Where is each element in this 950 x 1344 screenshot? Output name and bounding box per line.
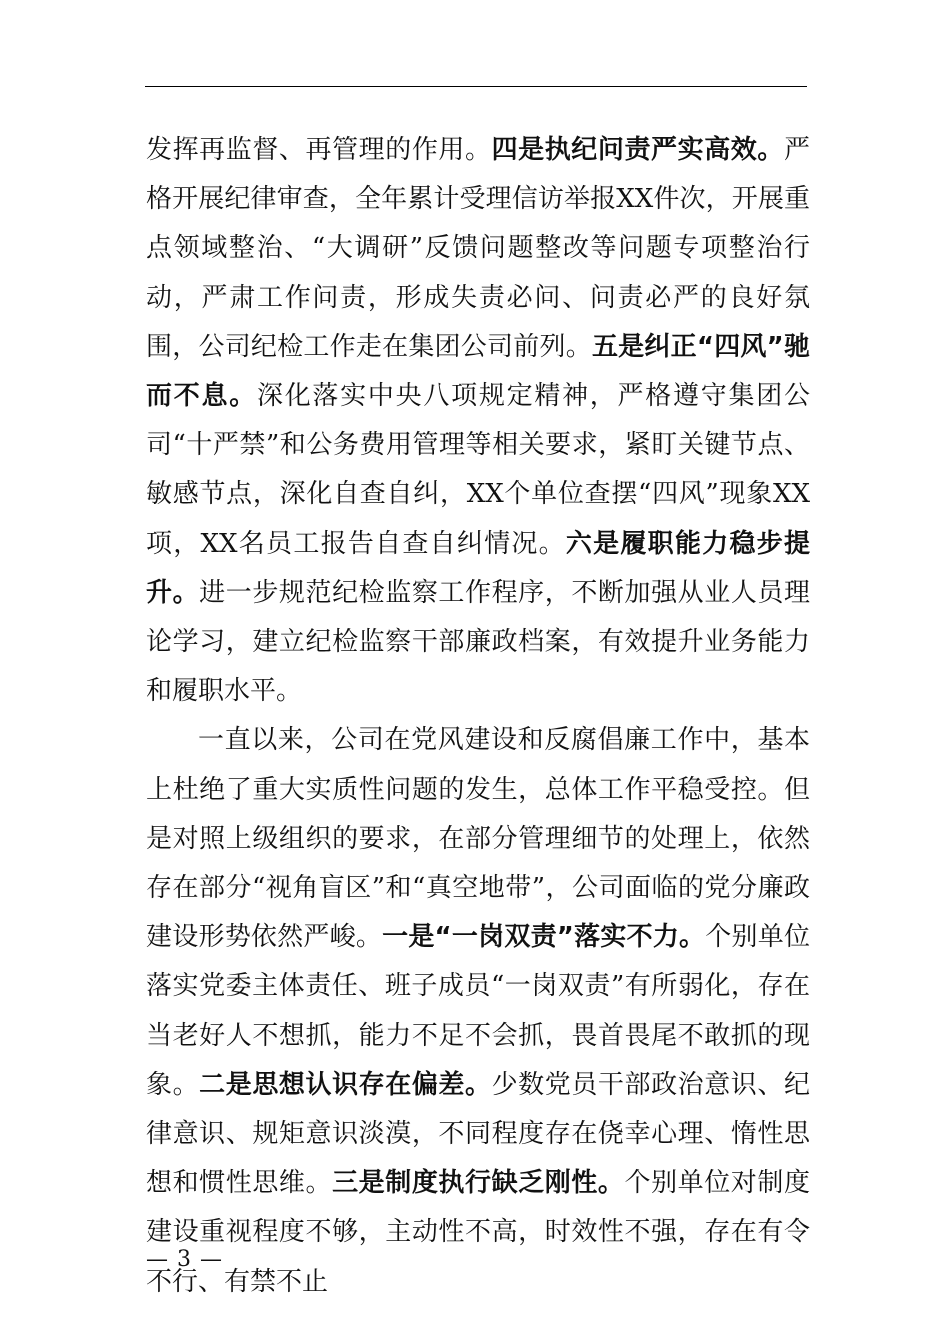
heading-point-three: 三是制度执行缺乏刚性。 [332, 1168, 625, 1199]
header-rule [145, 86, 807, 87]
text-segment: 进一步规范纪检监察工作程序，不断加强从业人员理论学习，建立纪检监察干部廉政档案，有效提升业务能力和履职水平。 [146, 577, 810, 707]
text-segment: 少数党员干部政治意识、纪律意识、规矩意识淡漠，不同程度存在侥幸心理、惰性思想和惯性思维。 [146, 1069, 810, 1199]
heading-point-six: 六是履职能力稳步提升。 [146, 528, 810, 608]
paragraph-1 [146, 126, 810, 716]
page-number: — 3 — [146, 1247, 223, 1272]
text-segment: 深化落实中央八项规定精神，严格遵守集团公司“十严禁”和公务费用管理等相关要求，紧盯关键节点、敏感节点，深化自查自纠，XX个单位查摆“四风”现象XX项，XX名员工报告自查自纠情况。 [146, 381, 810, 559]
heading-point-two: 二是思想认识存在偏差。 [199, 1069, 492, 1100]
heading-point-four: 四是执纪问责严实高效。 [491, 135, 784, 165]
heading-point-five: 五是纠正“四风”驰而不息。 [146, 331, 810, 412]
heading-point-one: 一是“一岗双责”落实不力。 [382, 922, 706, 953]
text-segment: 个别单位对制度建设重视程度不够，主动性不高，时效性不强，存在有令不行、有禁不止 [146, 1168, 810, 1297]
text-segment: 个别单位落实党委主体责任、班子成员“一岗双责”有所弱化，存在当老好人不想抓，能力不足不会抓，畏首畏尾不敢抓的现象。 [146, 922, 810, 1100]
paragraph-2 [146, 716, 810, 1306]
text-segment: 严格开展纪律审查，全年累计受理信访举报XX件次，开展重点领域整治、“大调研”反馈问题整改等问题专项整治行动，严肃工作问责，形成失责必问、问责必严的良好氛围，公司纪检工作走在集团公司前列。 [146, 135, 810, 362]
text-segment: 发挥再监督、再管理的作用。 [146, 135, 492, 165]
text-segment: 一直以来，公司在党风建设和反腐倡廉工作中，基本上杜绝了重大实质性问题的发生，总体工作平稳受控。但是对照上级组织的要求，在部分管理细节的处理上，依然存在部分“视角盲区”和“真空地带”，公司面临的党分廉政建设形势依然严峻。 [146, 725, 810, 953]
document-body [146, 126, 810, 1307]
